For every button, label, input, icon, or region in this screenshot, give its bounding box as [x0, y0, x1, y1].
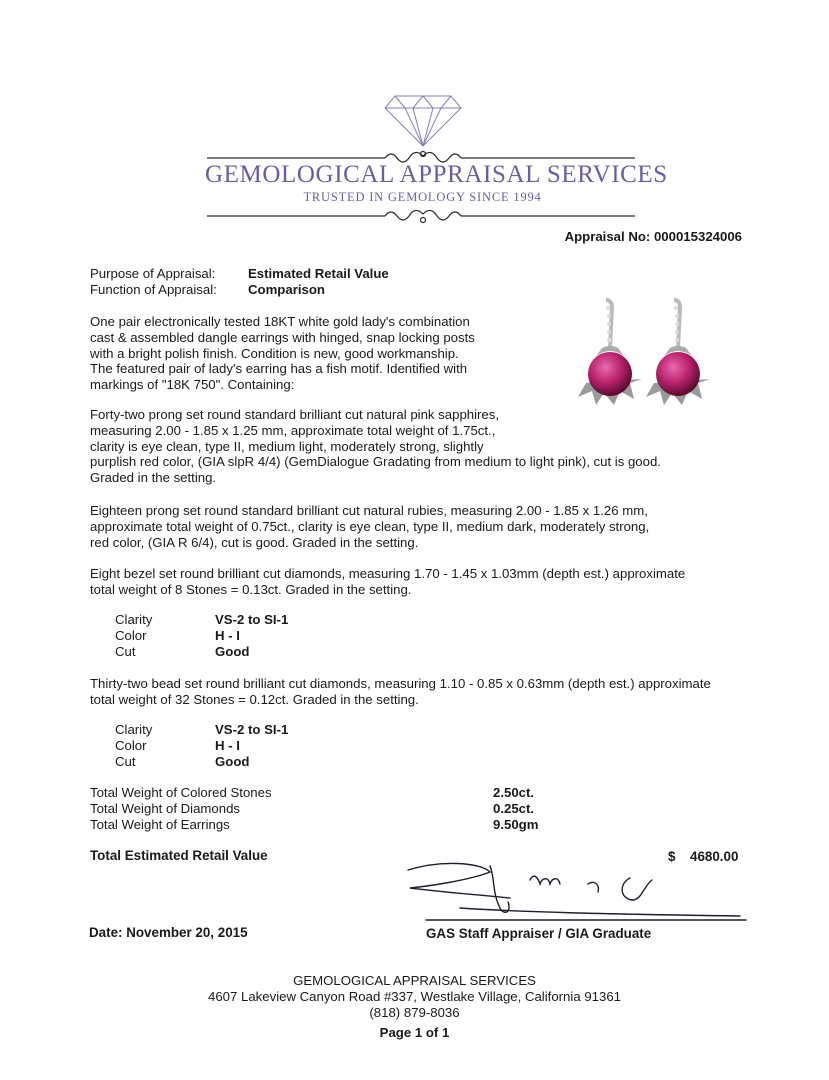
grade-value: VS-2 to SI-1 [215, 722, 289, 737]
grade-row [115, 754, 249, 770]
text-line: cast & assembled dangle earrings with hinged, snap locking posts [90, 329, 475, 345]
total-label: Total Weight of Colored Stones [90, 785, 272, 800]
total-label: Total Weight of Diamonds [90, 801, 241, 816]
signature-title: GAS Staff Appraiser / GIA Graduate [426, 926, 652, 941]
text-line: approximate total weight of 0.75ct., clarity is eye clean, type II, medium dark, moderately strong, [90, 518, 650, 534]
currency-symbol: $ [668, 849, 676, 864]
grade-value: H - I [215, 628, 240, 643]
total-row [90, 817, 550, 833]
purpose-row [90, 266, 389, 281]
rubies-paragraph [90, 503, 649, 550]
footer-address: 4607 Lakeview Canyon Road #337, Westlake Village, California 91361 [208, 989, 621, 1004]
function-value: Comparison [248, 282, 325, 297]
grade-row [115, 612, 288, 628]
grade-label: Color [115, 628, 147, 643]
text-line: with a bright polish finish. Condition is new, good workmanship. [90, 345, 459, 361]
appraisal-date: Date: November 20, 2015 [89, 925, 248, 940]
text-line: Graded in the setting. [90, 470, 217, 486]
earrings-photo [576, 298, 726, 418]
grade-label: Color [115, 738, 147, 753]
company-name: GEMOLOGICAL APPRAISAL SERVICES [205, 161, 668, 188]
text-line: One pair electronically tested 18KT white gold lady's combination [90, 314, 470, 329]
sapphires-paragraph [90, 407, 661, 486]
page-number: Page 1 of 1 [379, 1025, 450, 1040]
total-value: 9.50gm [493, 817, 539, 832]
grade-value: H - I [215, 738, 240, 753]
bead-diamonds-paragraph [90, 676, 711, 708]
grade-label: Cut [115, 754, 136, 769]
text-line: total weight of 8 Stones = 0.13ct. Graded in the setting. [90, 581, 412, 597]
grade-row [115, 644, 249, 660]
grade-label: Clarity [115, 612, 153, 627]
text-line: clarity is eye clean, type II, medium light, moderately strong, slightly [90, 438, 484, 454]
grade-value: Good [215, 644, 250, 659]
text-line: The featured pair of lady's earring has a fish motif. Identified with [90, 361, 468, 377]
grade-row [115, 738, 240, 754]
function-row [90, 282, 325, 297]
grade-value: VS-2 to SI-1 [215, 612, 289, 627]
grade-row [115, 628, 240, 644]
total-row [90, 785, 550, 801]
purpose-value: Estimated Retail Value [248, 266, 389, 281]
grade-row [115, 722, 288, 738]
total-row [90, 801, 550, 817]
grade-label: Cut [115, 644, 136, 659]
grade-value: Good [215, 754, 250, 769]
appraisal-number: Appraisal No: 000015324006 [564, 229, 742, 244]
company-tagline: TRUSTED IN GEMOLOGY SINCE 1994 [303, 190, 542, 204]
total-value-label: Total Estimated Retail Value [90, 848, 268, 863]
text-line: total weight of 32 Stones = 0.12ct. Graded in the setting. [90, 691, 419, 707]
total-value: 0.25ct. [493, 801, 535, 816]
total-label: Total Weight of Earrings [90, 817, 230, 832]
text-line: Eighteen prong set round standard brilliant cut natural rubies, measuring 2.00 - 1.85 x 1.26 mm, [90, 503, 648, 518]
text-line: measuring 2.00 - 1.85 x 1.25 mm, approximate total weight of 1.75ct., [90, 422, 496, 438]
grade-label: Clarity [115, 722, 153, 737]
text-line: red color, (GIA R 6/4), cut is good. Graded in the setting. [90, 534, 419, 550]
total-value: 2.50ct. [493, 785, 535, 800]
purpose-label: Purpose of Appraisal: [90, 266, 216, 281]
function-label: Function of Appraisal: [90, 282, 217, 297]
text-line: purplish red color, (GIA slpR 4/4) (GemDialogue Gradating from medium to light pink), cut is good. [90, 454, 661, 470]
footer-phone: (818) 879-8036 [369, 1005, 460, 1020]
description-paragraph [90, 314, 475, 393]
text-line: markings of "18K 750". Containing: [90, 377, 295, 393]
text-line: Forty-two prong set round standard brilliant cut natural pink sapphires, [90, 407, 500, 422]
text-line: Eight bezel set round brilliant cut diamonds, measuring 1.70 - 1.45 x 1.03mm (depth est.) approximate [90, 566, 686, 581]
diamond-logo-icon [205, 88, 668, 228]
bezel-diamonds-paragraph [90, 566, 685, 598]
footer-company: GEMOLOGICAL APPRAISAL SERVICES [293, 973, 536, 988]
total-value-amount: 4680.00 [690, 849, 739, 864]
text-line: Thirty-two bead set round brilliant cut diamonds, measuring 1.10 - 0.85 x 0.63mm (depth est.) approximate [90, 676, 711, 691]
signature-icon [400, 858, 750, 930]
